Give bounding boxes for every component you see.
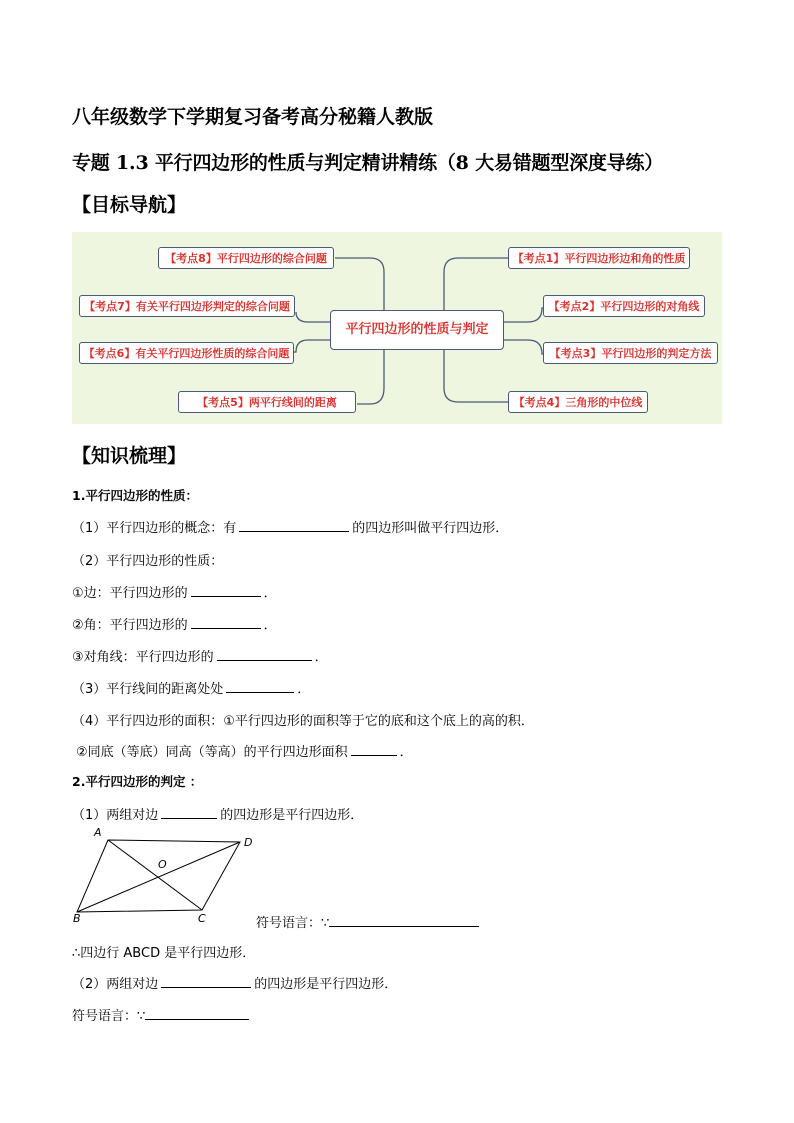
s1-item1-text-b: 的四边形叫做平行四边形．	[352, 521, 509, 536]
topic-title: 专题 1.3 平行四边形的性质与判定精讲精练（8 大易错题型深度导练）	[72, 152, 664, 174]
answer-blank[interactable]	[191, 615, 261, 629]
s2-item2-line	[72, 973, 397, 992]
section-knowledge-title: 【知识梳理】	[72, 445, 187, 467]
diagonal-bd	[77, 842, 240, 912]
s2-item1-text-b: 的四边形是平行四边形．	[220, 808, 364, 823]
parallelogram-diagram	[72, 826, 272, 926]
mindmap-node-topic8: 【考点8】平行四边形的综合问题	[158, 247, 334, 269]
s1-item1-text-a: （1）平行四边形的概念：有	[72, 521, 237, 536]
answer-blank[interactable]	[239, 518, 349, 532]
answer-blank[interactable]	[329, 913, 479, 927]
mindmap-node-topic7: 【考点7】有关平行四边形判定的综合问题	[79, 295, 295, 317]
s1-item4-line: （4）平行四边形的面积：①平行四边形的面积等于它的底和这个底上的高的积．	[72, 714, 534, 729]
s1-item1-line	[72, 517, 508, 536]
mindmap-node-topic3: 【考点3】平行四边形的判定方法	[543, 342, 718, 364]
s1-diag-line: ③对角线：平行四边形的 ．	[72, 646, 328, 665]
s2-item2-text-a: （2）两组对边	[72, 977, 159, 992]
diagonal-ac	[108, 840, 202, 910]
section1-heading: 1.平行四边形的性质：	[72, 488, 198, 503]
mindmap-node-topic5: 【考点5】两平行线间的距离	[178, 391, 356, 413]
s2-item2-text-b: 的四边形是平行四边形．	[254, 977, 398, 992]
s2-item1-line	[72, 804, 363, 823]
s1-item4b-text: ②同底（等底）同高（等高）的平行四边形面积	[76, 745, 348, 760]
section2-heading: 2.平行四边形的判定 ：	[72, 774, 203, 789]
s1-item3-text: （3）平行线间的距离处处	[72, 682, 224, 697]
vertex-label-a: A	[94, 826, 102, 839]
symbol-language-label: 符号语言：∵	[256, 916, 330, 931]
goal-mindmap	[72, 232, 722, 424]
mindmap-node-topic4: 【考点4】三角形的中位线	[508, 391, 648, 413]
s2-item1-text-a: （1）两组对边	[72, 808, 159, 823]
s1-item3-line: （3）平行线间的距离处处 ．	[72, 678, 310, 697]
s2-therefore-line: ∴四边行 ABCD 是平行四边形．	[72, 946, 256, 961]
vertex-label-c: C	[198, 912, 206, 925]
s1-item2-line: （2）平行四边形的性质：	[72, 554, 224, 569]
answer-blank[interactable]	[226, 679, 294, 693]
mindmap-node-topic2: 【考点2】平行四边形的对角线	[543, 295, 705, 317]
s1-item4b-line: ②同底（等底）同高（等高）的平行四边形面积 ．	[76, 741, 413, 760]
section-goal-title: 【目标导航】	[72, 194, 187, 216]
s1-angle-text: ②角：平行四边形的	[72, 618, 188, 633]
answer-blank[interactable]	[161, 805, 217, 819]
mindmap-node-topic1: 【考点1】平行四边形边和角的性质	[508, 247, 690, 269]
s2-item1-symbol-line	[256, 912, 482, 931]
center-label-o: O	[158, 858, 167, 871]
answer-blank[interactable]	[217, 647, 312, 661]
answer-blank[interactable]	[145, 1006, 249, 1020]
mindmap-node-topic6: 【考点6】有关平行四边形性质的综合问题	[79, 342, 294, 364]
answer-blank[interactable]	[191, 583, 261, 597]
symbol-language-label: 符号语言：∵	[72, 1009, 146, 1024]
vertex-label-b: B	[73, 912, 81, 925]
series-title: 八年级数学下学期复习备考高分秘籍人教版	[72, 106, 434, 128]
answer-blank[interactable]	[351, 742, 397, 756]
s1-edge-line: ①边：平行四边形的 ．	[72, 582, 277, 601]
mindmap-center: 平行四边形的性质与判定	[330, 310, 504, 350]
s1-angle-line: ②角：平行四边形的 ．	[72, 614, 277, 633]
s2-item2-symbol-line	[72, 1005, 252, 1024]
s1-diag-text: ③对角线：平行四边形的	[72, 650, 214, 665]
vertex-label-d: D	[244, 836, 253, 849]
s1-edge-text: ①边：平行四边形的	[72, 586, 188, 601]
answer-blank[interactable]	[161, 974, 251, 988]
